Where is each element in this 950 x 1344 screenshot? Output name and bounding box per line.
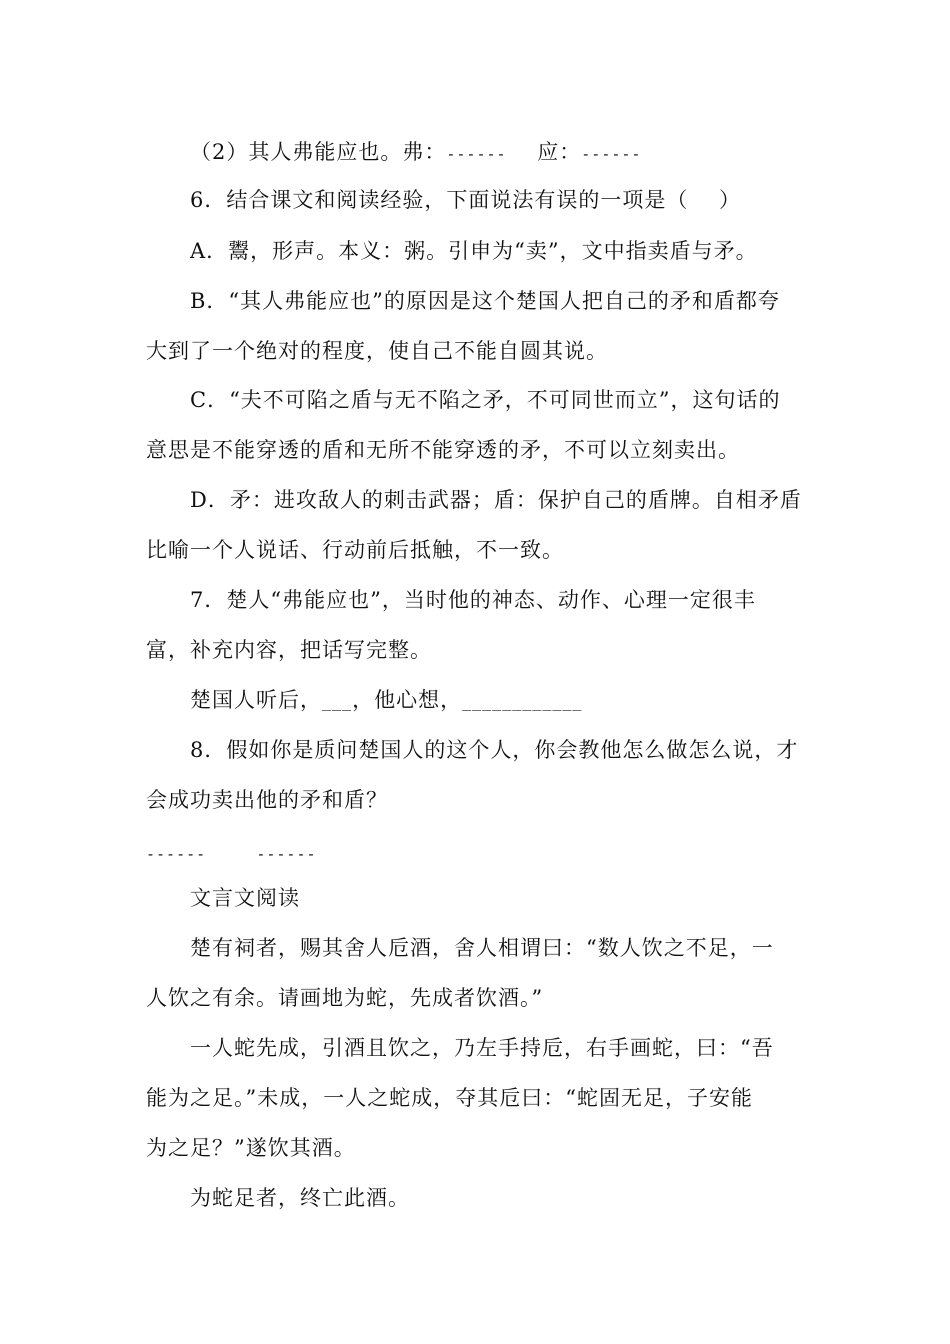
- passage-p1-line-2: 人饮之有余。请画地为蛇，先成者饮酒。”: [146, 986, 544, 1010]
- question-5-2-mid: 应：: [506, 140, 582, 164]
- answer-blank-q7-2[interactable]: ____________: [462, 693, 583, 711]
- option-a: A．鬻，形声。本义：粥。引申为“卖”，文中指卖盾与矛。: [190, 239, 758, 263]
- option-d-line-1: D．矛：进攻敌人的刺击武器；盾：保护自己的盾牌。自相矛盾: [190, 488, 802, 512]
- question-7-line-2: 富，补充内容，把话写完整。: [146, 638, 432, 662]
- option-c-line-2: 意思是不能穿透的盾和无所不能穿透的矛，不可以立刻卖出。: [146, 438, 740, 462]
- option-b-line-2: 大到了一个绝对的程度，使自己不能自圆其说。: [146, 339, 608, 363]
- question-8-line-2: 会成功卖出他的矛和盾？: [146, 788, 388, 812]
- option-d-line-2: 比喻一个人说话、行动前后抵触，不一致。: [146, 538, 564, 562]
- answer-blank-ying[interactable]: ------: [581, 145, 642, 163]
- question-7-line-1: 7．楚人“弗能应也”，当时他的神态、动作、心理一定很丰: [190, 588, 756, 612]
- option-c-line-1: C．“夫不可陷之盾与无不陷之矛，不可同世而立”，这句话的: [190, 388, 781, 412]
- section-title: 文言文阅读: [190, 886, 300, 910]
- question-5-2-text: （2）其人弗能应也。弗：: [190, 140, 447, 164]
- answer-blank-q7-1[interactable]: ___: [322, 693, 353, 711]
- answer-blank-fu[interactable]: ------: [446, 145, 507, 163]
- question-7-fill-a: 楚国人听后，: [190, 688, 322, 712]
- question-7-fill-b: ，他心想，: [352, 688, 463, 712]
- question-5-2: [190, 136, 816, 170]
- passage-p2-line-3: 为之足？”遂饮其酒。: [146, 1136, 356, 1160]
- answer-blank-q8[interactable]: ------ ------: [146, 845, 317, 863]
- passage-p3: 为蛇足者，终亡此酒。: [190, 1186, 410, 1210]
- question-8-line-1: 8．假如你是质问楚国人的这个人，你会教他怎么做怎么说，才: [190, 738, 799, 762]
- question-6: 6．结合课文和阅读经验，下面说法有误的一项是（ ）: [190, 188, 742, 212]
- passage-p2-line-1: 一人蛇先成，引酒且饮之，乃左手持卮，右手画蛇，曰：“吾: [190, 1036, 774, 1060]
- passage-p2-line-2: 能为之足。”未成，一人之蛇成，夺其卮曰：“蛇固无足，子安能: [146, 1086, 753, 1110]
- option-b-line-1: B．“其人弗能应也”的原因是这个楚国人把自己的矛和盾都夸: [190, 289, 780, 313]
- question-7-fill: [190, 684, 816, 718]
- passage-p1-line-1: 楚有祠者，赐其舍人卮酒，舍人相谓曰：“数人饮之不足，一: [190, 936, 774, 960]
